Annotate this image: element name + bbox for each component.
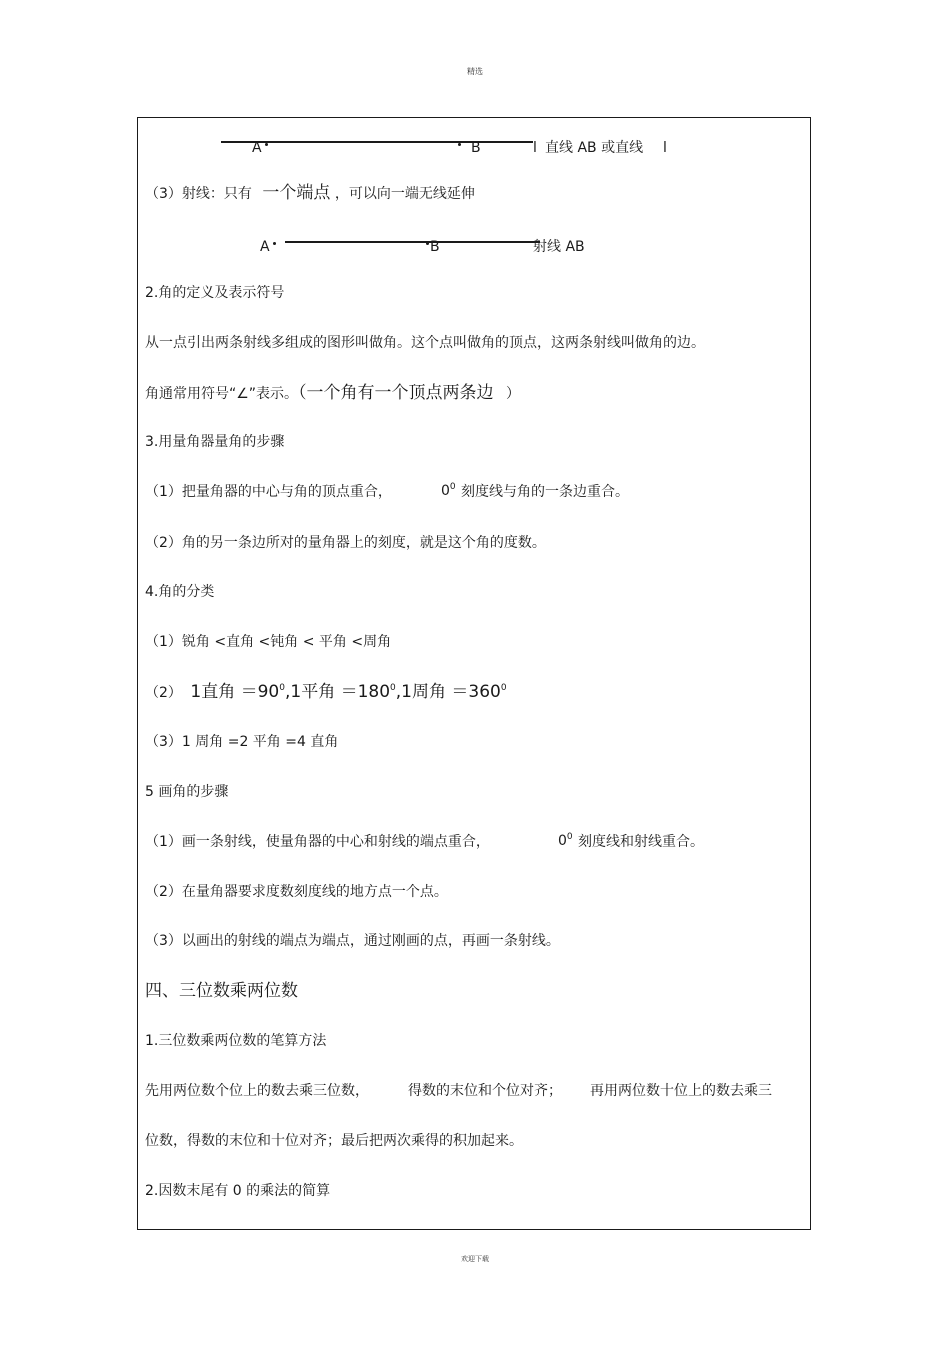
classify-right-angle: 1直角 ＝90 [190,682,280,702]
section-4-sub-2: 2.因数末尾有 0 的乘法的简算 [145,1183,331,1199]
measure-zero-sup: 0 [449,482,456,492]
classify-sup-3: 0 [500,683,507,693]
classify-item-3: （3）1 周角 =2 平角 =4 直角 [145,734,339,750]
angle-symbol-big: （一个角有一个顶点两条边 [298,383,494,403]
classify-item-2-prefix: （2） [145,685,182,701]
section-4-para-1-b: 得数的末位和个位对齐； [408,1083,562,1099]
draw-zero-sup: 0 [566,832,573,842]
ray-caption: 射线 AB [533,239,585,255]
draw-step-1: （1）画一条射线，使量角器的中心和射线的端点重合， [145,834,490,850]
classify-item-2 [145,683,507,702]
draw-title: 5 画角的步骤 [145,784,229,800]
page-header: 精选 [467,67,483,76]
ray-point-b-label: B [430,239,440,255]
angle-symbol-line [145,384,520,403]
section-4-sub-1: 1.三位数乘两位数的笔算方法 [145,1033,327,1049]
section-4-heading: 四、三位数乘两位数 [145,981,298,1001]
section-4-para-1-d: 位数，得数的末位和十位对齐；最后把两次乘得的积加起来。 [145,1133,523,1149]
line-point-b-label: B [471,140,481,156]
ray-ab-stroke [285,241,540,243]
angle-symbol-pre: 角通常用符号“∠”表示。 [145,386,299,402]
measure-step-2: （2）角的另一条边所对的量角器上的刻度，就是这个角的度数。 [145,535,546,551]
line-point-b-dot [458,143,461,146]
line-l-label-2: l [663,140,667,156]
classify-item-1: （1）锐角 <直角 <钝角 < 平角 <周角 [145,634,392,650]
draw-zero: 0 [558,833,567,849]
ray-def-emph: 一个端点 [262,183,331,203]
ray-point-b-dot [426,242,429,245]
measure-title: 3.用量角器量角的步骤 [145,434,285,450]
classify-straight-angle: ,1平角 ＝180 [284,682,391,702]
line-ab-stroke [221,141,533,143]
measure-step-1-zero [441,482,456,500]
ray-def-suffix: ，可以向一端无线延伸 [334,186,475,202]
page-footer: 欢迎下载 [461,1255,489,1263]
angle-def-text: 从一点引出两条射线多组成的图形叫做角。这个点叫做角的顶点，这两条射线叫做角的边。 [145,335,705,351]
section-4-para-1: 先用两位数个位上的数去乘三位数， [145,1083,369,1099]
classify-title: 4.角的分类 [145,584,215,600]
ray-point-a-label: A [260,239,270,255]
classify-full-angle: ,1周角 ＝360 [395,682,501,702]
measure-step-1: （1）把量角器的中心与角的顶点重合， [145,484,392,500]
ray-point-a-dot [273,242,276,245]
classify-sup-2: 0 [390,683,396,693]
angle-def-title: 2.角的定义及表示符号 [145,285,285,301]
angle-symbol-end: ） [506,386,521,402]
measure-step-1-end: 刻度线与角的一条边重合。 [461,484,629,500]
draw-step-1-end: 刻度线和射线重合。 [578,834,704,850]
line-l-label: l [533,140,537,156]
line-point-a-label: A [252,140,262,156]
draw-step-1-zero [558,832,573,850]
measure-zero: 0 [441,483,450,499]
classify-sup-1: 0 [279,683,285,693]
line-point-a-dot [265,143,268,146]
section-4-para-1-c: 再用两位数十位上的数去乘三 [590,1083,772,1099]
draw-step-2: （2）在量角器要求度数刻度线的地方点一个点。 [145,884,448,900]
ray-def-prefix: （3）射线：只有 [145,186,252,202]
line-caption: 直线 AB 或直线 [545,140,644,156]
ray-definition [145,184,475,203]
draw-step-3: （3）以画出的射线的端点为端点，通过刚画的点，再画一条射线。 [145,933,560,949]
